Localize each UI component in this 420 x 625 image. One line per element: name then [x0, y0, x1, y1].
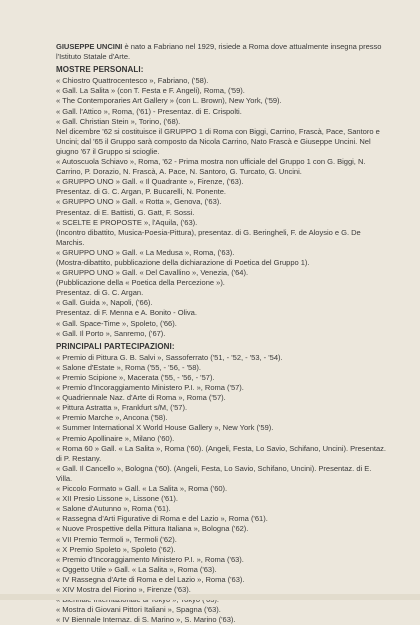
entry: « X Premio Spoleto », Spoleto ('62).	[56, 544, 176, 554]
entry: « Premio d'Incoraggiamento Ministero P.I. », Roma ('57).	[56, 383, 244, 393]
entry: « GRUPPO UNO » Gall. « Il Quadrante », Firenze, ('63).	[56, 177, 244, 187]
entry: « Gall. La Salita » (con T. Festa e F. Angeli), Roma, ('59).	[56, 86, 245, 96]
entry: « Salone d'Estate », Roma ('55, - '56, - '58).	[56, 362, 201, 372]
intro-paragraph	[56, 42, 386, 62]
entry: « XII Presio Lissone », Lissone ('61).	[56, 494, 178, 504]
entry: « Rassegna d'Arti Figurative di Roma e del Lazio », Roma ('61).	[56, 514, 268, 524]
entry: « Gall. Il Cancello », Bologna ('60). (Angeli, Festa, Lo Savio, Schifano, Uncini). Presentaz. di E. Villa.	[56, 463, 372, 483]
entry: « Premio di Pittura G. B. Salvi », Sassoferrato ('51, - '52, - '53, - '54).	[56, 352, 283, 362]
entry: « VII Premio Termoli », Termoli ('62).	[56, 534, 177, 544]
artist-name: GIUSEPPE UNCINI	[56, 42, 123, 51]
entry: « Salone d'Autunno », Roma ('61).	[56, 504, 171, 514]
entry: « GRUPPO UNO » Gall. « Rotta », Genova, ('63).	[56, 197, 222, 207]
entry: Presentaz. di G. C. Argan, P. Bucarelli, N. Ponente.	[56, 187, 226, 197]
entry: « Gall. Christian Stein », Torino, ('68).	[56, 116, 181, 126]
entry: Presentaz. di F. Menna e A. Bonito - Oliva.	[56, 308, 197, 318]
entry: Presentaz. di G. C. Argan.	[56, 288, 144, 298]
entry: (Pubblicazione della « Poetica della Percezione »).	[56, 278, 225, 288]
intro-text: è nato a Fabriano nel 1929, risiede a Roma dove attualmente insegna presso l'Istituto Statale d'Arte.	[56, 42, 382, 62]
entry: Presentaz. di E. Battisti, G. Gatt, F. Sossi.	[56, 207, 195, 217]
entry: « Premio Scipione », Macerata ('55, - '56, - '57).	[56, 373, 215, 382]
section-personal-exhibitions	[56, 65, 386, 339]
entry: « GRUPPO UNO » Gall. « La Medusa », Roma, ('63).	[56, 247, 235, 257]
section-title: MOSTRE PERSONALI:	[56, 65, 144, 75]
page-edge	[0, 594, 420, 600]
section-title: PRINCIPALI PARTECIPAZIONI:	[56, 341, 175, 351]
entry: « XIV Mostra del Fiorino », Firenze ('63).	[56, 584, 191, 594]
entry: « Chiostro Quattrocentesco », Fabriano, ('58).	[56, 76, 209, 86]
entry: « Premio Marche », Ancona ('58).	[56, 413, 168, 423]
entry-list	[56, 353, 386, 625]
entry: « Autoscuola Schiavo », Roma, '62 - Prima mostra non ufficiale del Gruppo 1 con G. Biggi, N. Carrino, P. Dorazio, N. Frascà, A. Pace, N. Santoro, G. Turcato, G. Uncini.	[56, 157, 366, 177]
entry: (Mostra-dibattito, pubblicazione della dichiarazione di Poetica del Gruppo 1).	[56, 257, 310, 267]
entry: « Nuove Prospettive della Pittura Italiana », Bologna ('62).	[56, 524, 249, 534]
entry: « Gall. Il Porto », Sanremo, ('67).	[56, 328, 166, 338]
entry: « Premio Apollinaire », Milano ('60).	[56, 433, 175, 443]
entry: « Summer International X World House Gallery », New York ('59).	[56, 423, 274, 433]
entry: (Incontro dibattito, Musica-Poesia-Pittura), presentaz. di G. Beringheli, F. de Aloysio e G. De Marchis.	[56, 227, 361, 247]
entry: « SCELTE E PROPOSTE », l'Aquila, ('63).	[56, 217, 198, 227]
entry: « IV Rassegna d'Arte di Roma e del Lazio », Roma ('63).	[56, 574, 245, 584]
entry: « Gall. Space-Time », Spoleto, ('66).	[56, 318, 177, 328]
entry: « GRUPPO UNO » Gall. « Del Cavallino », Venezia, ('64).	[56, 268, 249, 278]
document-page	[56, 42, 386, 625]
entry: « IV Biennale Internaz. di S. Marino », S. Marino ('63).	[56, 615, 236, 625]
entry: « Roma 60 » Gall. « La Salita », Roma ('60). (Angeli, Festa, Lo Savio, Schifano, Uncini). Presentaz. di P. Restany.	[56, 443, 386, 463]
entry: « Oggetto Utile » Gall. « La Salita », Roma ('63).	[56, 564, 217, 574]
entry: Nel dicembre '62 si costituisce il GRUPPO 1 di Roma con Biggi, Carrino, Frascà, Pace, Santoro e Uncini; dal '65 il Gruppo sarà composto da Nicola Carrino, Nato Frascà e Giuseppe Uncini. Nel giugno '67 il Gruppo si scioglie.	[56, 126, 380, 156]
entry: « Piccolo Formato » Gall. « La Salita », Roma ('60).	[56, 484, 228, 494]
entry: « Pittura Astratta », Frankfurt s/M, ('57).	[56, 403, 188, 413]
entry: « Gall. l'Attico », Roma, ('61) - Presentaz. di E. Crispolti.	[56, 106, 242, 116]
entry: « The Contemporaries Art Gallery » (con L. Brown), New York, ('59).	[56, 96, 282, 106]
entry: « Gall. Guida », Napoli, ('66).	[56, 298, 153, 308]
entry: « Quadriennale Naz. d'Arte di Roma », Roma ('57).	[56, 393, 226, 403]
entry: « Mostra di Giovani Pittori Italiani », Spagna ('63).	[56, 605, 221, 615]
section-main-participations	[56, 342, 386, 625]
entry-list	[56, 76, 386, 338]
entry: « Premio d'Incoraggiamento Ministero P.I. », Roma ('63).	[56, 554, 244, 564]
